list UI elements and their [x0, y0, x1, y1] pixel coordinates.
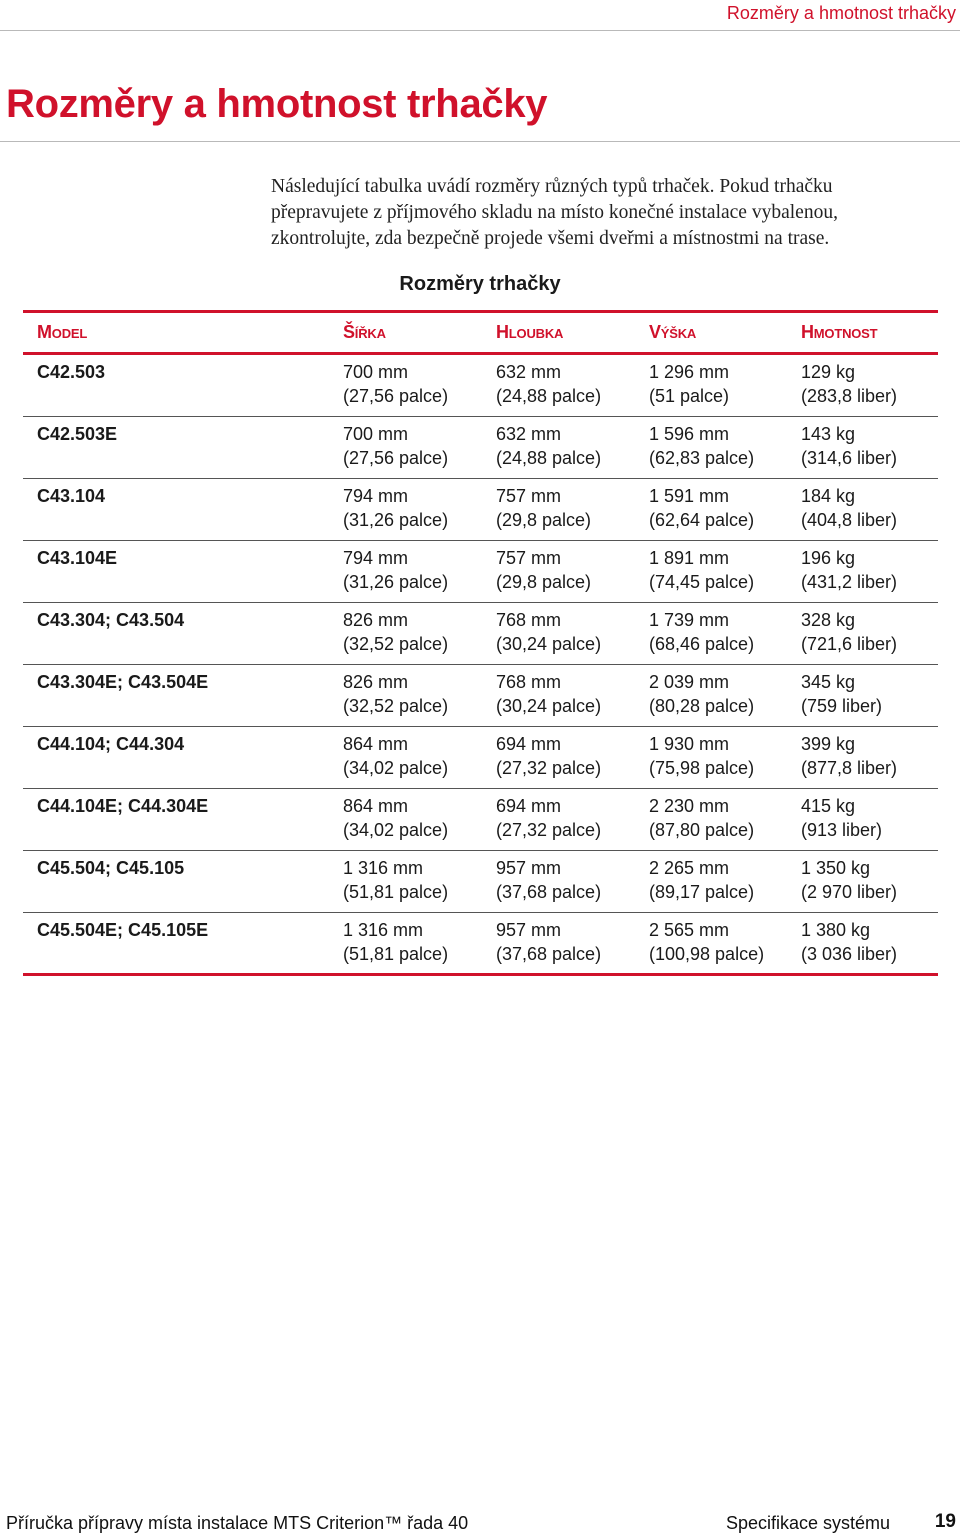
imperial-value: (913 liber) [801, 819, 883, 840]
cell-width [329, 857, 482, 912]
metric-value: 632 mm [496, 362, 562, 382]
cell-height [635, 547, 787, 602]
metric-value: 399 kg [801, 734, 856, 754]
imperial-value: (34,02 palce) [343, 819, 449, 840]
metric-value: 143 kg [801, 424, 856, 444]
imperial-value: (80,28 palce) [649, 695, 755, 716]
imperial-value: (87,80 palce) [649, 819, 755, 840]
metric-value: 2 230 mm [649, 796, 730, 816]
cell-weight [787, 671, 938, 726]
metric-value: 700 mm [343, 362, 409, 382]
cell-depth [482, 423, 635, 478]
cell-depth [482, 857, 635, 912]
column-header-height: Výška [649, 322, 697, 342]
metric-value: 2 565 mm [649, 920, 730, 940]
imperial-value: (37,68 palce) [496, 943, 602, 964]
table-row [23, 665, 938, 727]
column-header-model: Model [37, 322, 88, 342]
cell-weight [787, 733, 938, 788]
metric-value: 768 mm [496, 610, 562, 630]
imperial-value: (431,2 liber) [801, 571, 898, 592]
metric-value: 757 mm [496, 548, 562, 568]
cell-model: C42.503E [37, 424, 118, 444]
imperial-value: (68,46 palce) [649, 633, 755, 654]
cell-model: C44.104E; C44.304E [37, 796, 209, 816]
cell-model: C43.304E; C43.504E [37, 672, 209, 692]
imperial-value: (29,8 palce) [496, 571, 592, 592]
imperial-value: (24,88 palce) [496, 447, 602, 468]
cell-width [329, 423, 482, 478]
table-caption: Rozměry trhačky [399, 273, 561, 295]
metric-value: 1 350 kg [801, 858, 871, 878]
imperial-value: (27,32 palce) [496, 757, 602, 778]
imperial-value: (314,6 liber) [801, 447, 898, 468]
cell-model: C43.104E [37, 548, 118, 568]
metric-value: 1 316 mm [343, 858, 424, 878]
metric-value: 415 kg [801, 796, 856, 816]
imperial-value: (27,56 palce) [343, 447, 449, 468]
cell-model: C44.104; C44.304 [37, 734, 185, 754]
cell-height [635, 361, 787, 416]
imperial-value: (74,45 palce) [649, 571, 755, 592]
imperial-value: (62,83 palce) [649, 447, 755, 468]
cell-height [635, 671, 787, 726]
cell-model: C45.504; C45.105 [37, 858, 185, 878]
metric-value: 1 316 mm [343, 920, 424, 940]
metric-value: 345 kg [801, 672, 856, 692]
cell-height [635, 795, 787, 850]
imperial-value: (34,02 palce) [343, 757, 449, 778]
column-header-weight: Hmotnost [801, 322, 878, 342]
cell-weight [787, 423, 938, 478]
cell-height [635, 857, 787, 912]
imperial-value: (27,56 palce) [343, 385, 449, 406]
imperial-value: (2 970 liber) [801, 881, 898, 902]
footer-section-name: Specifikace systému [726, 1513, 891, 1533]
cell-height [635, 733, 787, 788]
footer-document-title: Příručka přípravy místa instalace MTS Criterion™ řada 40 [6, 1513, 469, 1533]
metric-value: 794 mm [343, 486, 409, 506]
cell-width [329, 795, 482, 850]
metric-value: 768 mm [496, 672, 562, 692]
imperial-value: (32,52 palce) [343, 633, 449, 654]
table-body [23, 355, 938, 973]
metric-value: 1 930 mm [649, 734, 730, 754]
page-title: Rozměry a hmotnost trhačky [6, 82, 548, 126]
cell-width [329, 733, 482, 788]
metric-value: 1 296 mm [649, 362, 730, 382]
cell-weight [787, 857, 938, 912]
intro-paragraph: Následující tabulka uvádí rozměry různých typů trhaček. Pokud trhačku přepravujete z příjmového skladu na místo konečné instalace vybalenou, zkontrolujte, zda bezpečně projede všemi dveřmi a místnostmi na trase. [271, 176, 838, 249]
cell-depth [482, 671, 635, 726]
table-header-row [23, 313, 938, 355]
metric-value: 1 591 mm [649, 486, 730, 506]
metric-value: 1 596 mm [649, 424, 730, 444]
imperial-value: (75,98 palce) [649, 757, 755, 778]
cell-model: C43.304; C43.504 [37, 610, 185, 630]
footer-page-number: 19 [934, 1511, 956, 1532]
cell-depth [482, 795, 635, 850]
cell-width [329, 671, 482, 726]
metric-value: 864 mm [343, 796, 409, 816]
table-row [23, 727, 938, 789]
cell-model: C42.503 [37, 362, 106, 382]
metric-value: 2 265 mm [649, 858, 730, 878]
cell-width [329, 919, 482, 973]
dimensions-table [23, 310, 938, 976]
imperial-value: (759 liber) [801, 695, 883, 716]
column-header-depth: Hloubka [496, 322, 564, 342]
imperial-value: (283,8 liber) [801, 385, 898, 406]
cell-weight [787, 919, 938, 973]
cell-weight [787, 609, 938, 664]
metric-value: 757 mm [496, 486, 562, 506]
cell-width [329, 547, 482, 602]
imperial-value: (30,24 palce) [496, 695, 602, 716]
imperial-value: (31,26 palce) [343, 509, 449, 530]
metric-value: 694 mm [496, 796, 562, 816]
table-row [23, 603, 938, 665]
cell-depth [482, 733, 635, 788]
imperial-value: (27,32 palce) [496, 819, 602, 840]
cell-height [635, 485, 787, 540]
cell-depth [482, 609, 635, 664]
cell-width [329, 485, 482, 540]
cell-model: C43.104 [37, 486, 106, 506]
metric-value: 864 mm [343, 734, 409, 754]
metric-value: 957 mm [496, 858, 562, 878]
imperial-value: (100,98 palce) [649, 943, 765, 964]
cell-height [635, 919, 787, 973]
cell-depth [482, 919, 635, 973]
metric-value: 957 mm [496, 920, 562, 940]
metric-value: 700 mm [343, 424, 409, 444]
cell-height [635, 423, 787, 478]
cell-depth [482, 485, 635, 540]
cell-weight [787, 795, 938, 850]
imperial-value: (877,8 liber) [801, 757, 898, 778]
imperial-value: (29,8 palce) [496, 509, 592, 530]
imperial-value: (30,24 palce) [496, 633, 602, 654]
cell-depth [482, 547, 635, 602]
imperial-value: (721,6 liber) [801, 633, 898, 654]
imperial-value: (32,52 palce) [343, 695, 449, 716]
cell-weight [787, 485, 938, 540]
metric-value: 328 kg [801, 610, 856, 630]
running-header: Rozměry a hmotnost trhačky [726, 3, 956, 23]
imperial-value: (51 palce) [649, 385, 730, 406]
metric-value: 129 kg [801, 362, 856, 382]
metric-value: 632 mm [496, 424, 562, 444]
metric-value: 694 mm [496, 734, 562, 754]
table-row [23, 541, 938, 603]
table-bottom-rule [23, 973, 938, 976]
metric-value: 826 mm [343, 672, 409, 692]
metric-value: 1 739 mm [649, 610, 730, 630]
table-row [23, 355, 938, 417]
title-divider [0, 141, 960, 142]
table-row [23, 789, 938, 851]
cell-width [329, 609, 482, 664]
table-row [23, 851, 938, 913]
imperial-value: (3 036 liber) [801, 943, 898, 964]
cell-height [635, 609, 787, 664]
column-header-width: Šířka [343, 322, 386, 342]
table-row [23, 417, 938, 479]
metric-value: 184 kg [801, 486, 856, 506]
imperial-value: (404,8 liber) [801, 509, 898, 530]
imperial-value: (51,81 palce) [343, 881, 449, 902]
imperial-value: (62,64 palce) [649, 509, 755, 530]
imperial-value: (24,88 palce) [496, 385, 602, 406]
imperial-value: (37,68 palce) [496, 881, 602, 902]
cell-depth [482, 361, 635, 416]
metric-value: 1 891 mm [649, 548, 730, 568]
cell-model: C45.504E; C45.105E [37, 920, 209, 940]
cell-weight [787, 361, 938, 416]
imperial-value: (89,17 palce) [649, 881, 755, 902]
cell-weight [787, 547, 938, 602]
metric-value: 1 380 kg [801, 920, 871, 940]
header-divider [0, 30, 960, 31]
table-row [23, 913, 938, 973]
imperial-value: (51,81 palce) [343, 943, 449, 964]
metric-value: 826 mm [343, 610, 409, 630]
cell-width [329, 361, 482, 416]
imperial-value: (31,26 palce) [343, 571, 449, 592]
table-row [23, 479, 938, 541]
metric-value: 2 039 mm [649, 672, 730, 692]
metric-value: 794 mm [343, 548, 409, 568]
metric-value: 196 kg [801, 548, 856, 568]
